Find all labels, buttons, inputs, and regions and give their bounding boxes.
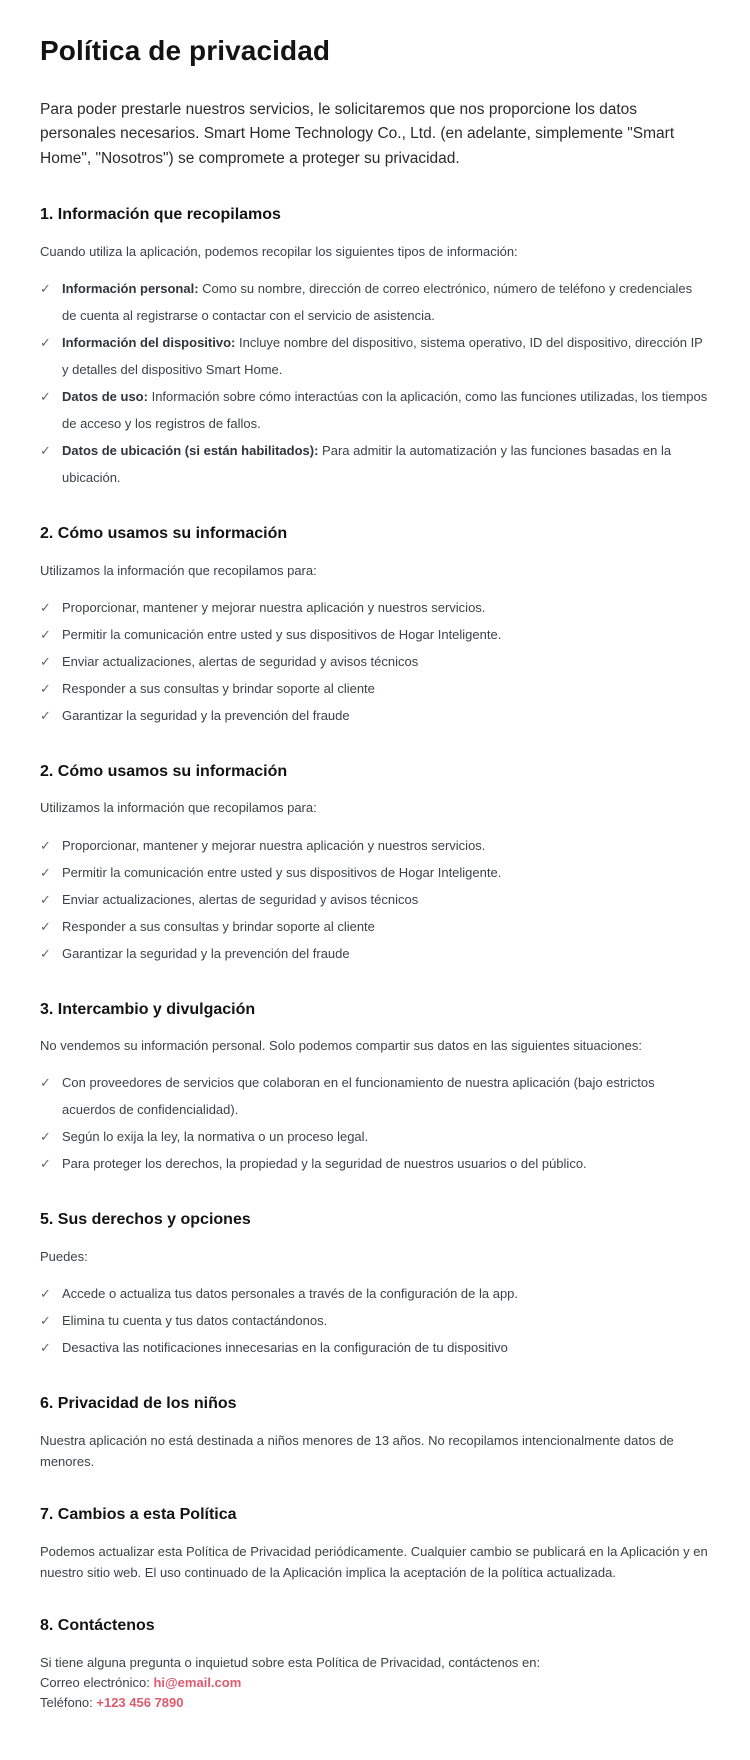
check-icon: ✓ [40, 388, 51, 404]
list-item [40, 1280, 710, 1307]
check-icon: ✓ [40, 1075, 51, 1091]
list-item-text: Enviar actualizaciones, alertas de seguridad y avisos técnicos [62, 891, 419, 907]
check-icon: ✓ [40, 707, 51, 723]
check-icon: ✓ [40, 1340, 51, 1356]
policy-section [40, 1505, 710, 1583]
check-list [40, 1280, 710, 1361]
policy-section [40, 205, 710, 491]
policy-section [40, 1210, 710, 1361]
list-item [40, 621, 710, 648]
check-icon: ✓ [40, 918, 51, 934]
section-paragraph: Podemos actualizar esta Política de Privacidad periódicamente. Cualquier cambio se publicará en la Aplicación y en nuestro sitio web. El uso continuado de la Aplicación implica la aceptación de la política actualizada. [40, 1543, 708, 1580]
email-link[interactable]: hi@email.com [153, 1674, 242, 1690]
check-list [40, 594, 710, 729]
list-item-text: Responder a sus consultas y brindar soporte al cliente [62, 680, 375, 696]
list-item-text: Para proteger los derechos, la propiedad y la seguridad de nuestros usuarios o del público. [62, 1156, 587, 1172]
list-item-text: Elimina tu cuenta y tus datos contactándonos. [62, 1313, 328, 1329]
list-item [40, 1307, 710, 1334]
check-icon: ✓ [40, 864, 51, 880]
list-item-text: Desactiva las notificaciones innecesarias en la configuración de tu dispositivo [62, 1340, 508, 1356]
list-item-text: Accede o actualiza tus datos personales a través de la configuración de la app. [62, 1286, 519, 1302]
section-paragraph: Cuando utiliza la aplicación, podemos recopilar los siguientes tipos de información: [40, 243, 518, 259]
list-item [40, 675, 710, 702]
list-item [40, 275, 710, 329]
section-heading: 2. Cómo usamos su información [40, 524, 288, 542]
list-item [40, 1150, 710, 1177]
list-item-text: Con proveedores de servicios que colaboran en el funcionamiento de nuestra aplicación (bajo estrictos acuerdos de confidencialidad). [62, 1075, 655, 1118]
section-paragraph: Puedes: [40, 1249, 88, 1265]
check-icon: ✓ [40, 680, 51, 696]
policy-section [40, 1616, 710, 1714]
contact-line [40, 1693, 710, 1714]
list-item-text: Permitir la comunicación entre usted y sus dispositivos de Hogar Inteligente. [62, 864, 502, 880]
check-icon: ✓ [40, 334, 51, 350]
check-icon: ✓ [40, 1313, 51, 1329]
page-title: Política de privacidad [40, 35, 331, 66]
policy-section [40, 1000, 710, 1178]
list-item-text: Permitir la comunicación entre usted y sus dispositivos de Hogar Inteligente. [62, 626, 502, 642]
policy-section [40, 762, 710, 967]
list-item-text: Proporcionar, mantener y mejorar nuestra aplicación y nuestros servicios. [62, 837, 486, 853]
section-heading: 2. Cómo usamos su información [40, 762, 288, 780]
list-item-text: Según lo exija la ley, la normativa o un proceso legal. [62, 1129, 369, 1145]
check-icon: ✓ [40, 280, 51, 296]
list-item-text: Proporcionar, mantener y mejorar nuestra aplicación y nuestros servicios. [62, 599, 486, 615]
list-item [40, 832, 710, 859]
list-item [40, 1123, 710, 1150]
check-icon: ✓ [40, 891, 51, 907]
section-paragraph: Si tiene alguna pregunta o inquietud sobre esta Política de Privacidad, contáctenos en: [40, 1654, 541, 1670]
check-icon: ✓ [40, 1156, 51, 1172]
check-icon: ✓ [40, 626, 51, 642]
list-item [40, 913, 710, 940]
check-list [40, 1069, 710, 1177]
list-item [40, 437, 710, 491]
list-item [40, 940, 710, 967]
list-item [40, 383, 710, 437]
check-icon: ✓ [40, 945, 51, 961]
list-item [40, 886, 710, 913]
list-item-text: Información personal: Como su nombre, dirección de correo electrónico, número de teléfono y credenciales de cuenta al registrarse o contactar con el servicio de asistencia. [62, 280, 693, 323]
list-item-text: Datos de ubicación (si están habilitados): Para admitir la automatización y las funciones basadas en la ubicación. [62, 442, 672, 485]
section-heading: 3. Intercambio y divulgación [40, 1000, 256, 1018]
check-icon: ✓ [40, 442, 51, 458]
list-item [40, 1334, 710, 1361]
section-paragraph: Utilizamos la información que recopilamos para: [40, 800, 317, 816]
check-icon: ✓ [40, 1129, 51, 1145]
intro-paragraph: Para poder prestarle nuestros servicios, le solicitaremos que nos proporcione los datos personales necesarios. Smart Home Technology Co., Ltd. (en adelante, simplemente "Smart Home", "Nosotros") se compromete a proteger su privacidad. [40, 100, 675, 168]
check-icon: ✓ [40, 599, 51, 615]
list-item [40, 329, 710, 383]
check-list [40, 832, 710, 967]
email-label: Correo electrónico: [40, 1674, 154, 1690]
section-paragraph: Utilizamos la información que recopilamos para: [40, 562, 317, 578]
list-item [40, 859, 710, 886]
list-item [40, 1069, 710, 1123]
contact-line [40, 1673, 710, 1694]
section-paragraph: No vendemos su información personal. Solo podemos compartir sus datos en las siguientes situaciones: [40, 1038, 642, 1054]
check-icon: ✓ [40, 1286, 51, 1302]
list-item-text: Garantizar la seguridad y la prevención del fraude [62, 707, 350, 723]
phone-link[interactable]: +123 456 7890 [96, 1695, 184, 1711]
policy-section [40, 1394, 710, 1472]
section-heading: 6. Privacidad de los niños [40, 1395, 237, 1413]
section-heading: 7. Cambios a esta Política [40, 1506, 237, 1524]
section-heading: 1. Información que recopilamos [40, 205, 281, 223]
list-item [40, 648, 710, 675]
check-icon: ✓ [40, 837, 51, 853]
section-paragraph: Nuestra aplicación no está destinada a niños menores de 13 años. No recopilamos intencionalmente datos de menores. [40, 1433, 674, 1470]
list-item-text: Datos de uso: Información sobre cómo interactúas con la aplicación, como las funciones utilizadas, los tiempos de acceso y los registros de fallos. [62, 388, 708, 431]
list-item [40, 702, 710, 729]
list-item-text: Información del dispositivo: Incluye nombre del dispositivo, sistema operativo, ID del dispositivo, dirección IP y detalles del dispositivo Smart Home. [62, 334, 703, 377]
policy-section [40, 524, 710, 729]
sections-container [40, 205, 710, 1714]
check-icon: ✓ [40, 653, 51, 669]
section-heading: 8. Contáctenos [40, 1616, 155, 1634]
section-heading: 5. Sus derechos y opciones [40, 1211, 251, 1229]
phone-label: Teléfono: [40, 1695, 97, 1711]
list-item-text: Garantizar la seguridad y la prevención del fraude [62, 945, 350, 961]
list-item [40, 594, 710, 621]
check-list [40, 275, 710, 491]
list-item-text: Enviar actualizaciones, alertas de seguridad y avisos técnicos [62, 653, 419, 669]
list-item-text: Responder a sus consultas y brindar soporte al cliente [62, 918, 375, 934]
